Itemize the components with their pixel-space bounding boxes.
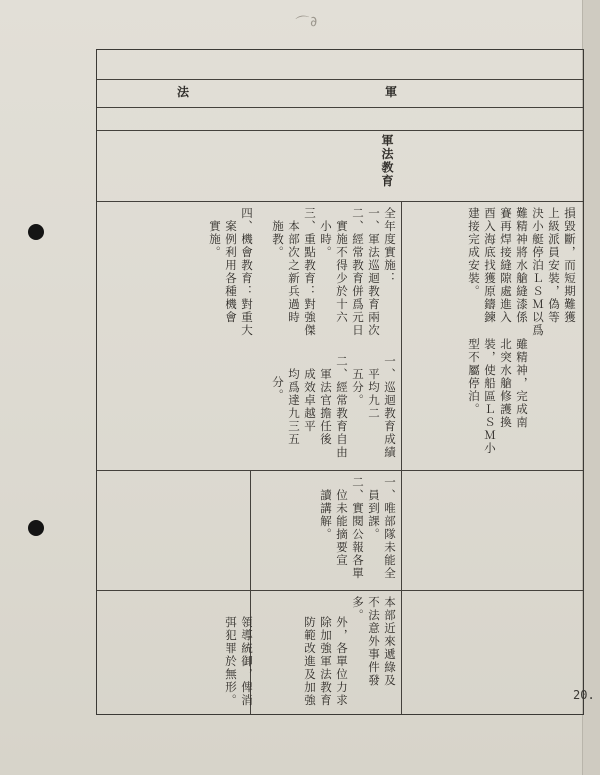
row-divider [97,79,583,80]
punch-hole-bottom [28,520,44,536]
text-column: 雖精神，完成南 [515,338,529,429]
text-column: 不法意外事件發 [367,596,381,687]
text-column: 北突水艙修護換 [499,338,513,429]
text-column: 本部次之新兵過時 [287,207,301,324]
text-column: 建接完成安裝。 [467,207,481,298]
text-column: 二、經常教育併爲元日 [351,207,365,337]
text-column: 施教。 [271,207,285,259]
text-column: 二、實閱公報各單 [351,476,365,580]
punch-hole-top [28,224,44,240]
text-column: 防範改進及加強 [303,616,317,707]
text-column: 位未能摘要宣 [335,476,349,567]
text-column: 弭犯罪於無形。 [224,616,238,707]
page-number: 20. [573,688,595,702]
text-column: 一、唯部隊未能全 [383,476,397,580]
text-column: 多。 [351,596,365,622]
next-page-edge [582,0,600,775]
text-column: 賽再焊接縫隙處進入 [499,207,513,324]
text-column: 本部近來遞綠及 [383,596,397,687]
text-column: 外，各單位力求 [335,616,349,707]
text-column: 案例利用各種機會 [224,207,238,324]
row-title: 軍法教育 [380,134,394,188]
text-column: 二、經常教育自由 [335,355,349,459]
row-divider [97,130,583,131]
text-column: 均爲達九三五 [287,355,301,446]
row-divider [97,470,583,471]
report-table [96,49,584,715]
text-column: 決小艇停泊ＬＳＭ以爲 [531,207,545,337]
text-column: 平均九二 [367,355,381,420]
text-column: 上級派員安裝，偽等 [547,207,561,324]
text-column: 裝，使船區ＬＳＭ小 [483,338,497,455]
text-column: 一、軍法巡迴教育兩次 [367,207,381,337]
text-column: 五分。 [351,355,365,407]
row-divider [97,590,583,591]
text-column: 實施。 [208,207,222,259]
text-column: 軍法官擔任後 [319,355,333,446]
text-column: 一、巡迴教育成績 [383,355,397,459]
text-column: 難精神將水艙縫漆係 [515,207,529,324]
text-column: 實施不得少於十六 [335,207,349,324]
text-column: 三、重點教育：對強傑 [303,207,317,337]
header-right-label: 軍 [385,85,399,99]
text-column: 小時。 [319,207,333,259]
text-column: 損毀斷，而短期難獲 [563,207,577,324]
row-divider [97,201,583,202]
column-divider [401,201,402,714]
text-column: 成效卓越平 [303,355,317,433]
pencil-mark: ⌒∂ [295,13,319,33]
text-column: 分。 [271,376,285,402]
text-column: 四、機會教育：對重大 [240,207,254,337]
text-column: 全年度實施： [383,207,397,285]
header-left-label: 法 [177,85,191,99]
text-column: 員到課。 [367,476,381,541]
text-column: 型不屬停泊。 [467,338,481,416]
text-column: 領導統御，俾消 [240,616,254,707]
text-column: 讀講解。 [319,476,333,541]
text-column: 酉入海底找獲原鑄鍊 [483,207,497,324]
text-column: 除加強軍法教育 [319,616,333,707]
row-divider [97,107,583,108]
